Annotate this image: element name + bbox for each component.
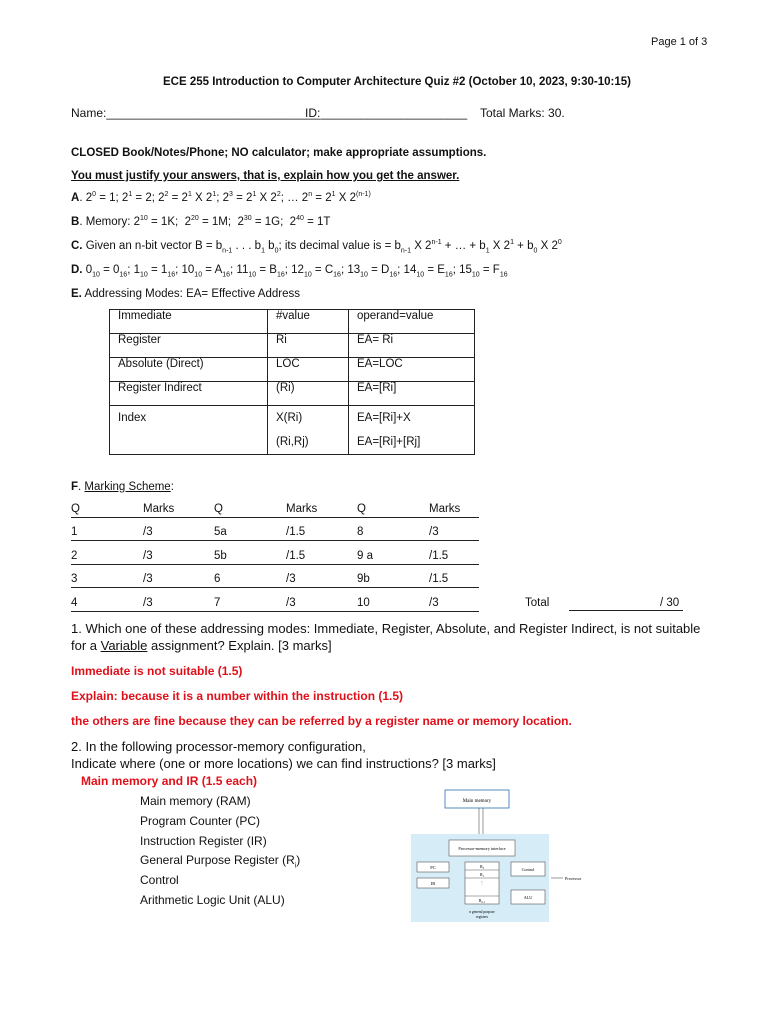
syntax-cell: X(Ri) (Ri,Rj) [268, 406, 349, 455]
question-number: 9b [357, 573, 370, 586]
hint-e: E. Addressing Modes: EA= Effective Address [71, 288, 300, 300]
header-underline [214, 517, 286, 518]
total-marks: Total Marks: 30. [480, 106, 565, 120]
mode-cell: Register Indirect [110, 382, 268, 406]
row-underline [357, 611, 429, 612]
row-underline [286, 540, 357, 541]
quiz-title: ECE 255 Introduction to Computer Architecture Quiz #2 (October 10, 2023, 9:30-10:15) [163, 76, 632, 88]
closed-book-note: CLOSED Book/Notes/Phone; NO calculator; make appropriate assumptions. [71, 147, 487, 159]
id-field: ID:______________________ [305, 106, 468, 120]
hint-a: A. $2^0 = 1$; $2^1 = 2$; $2^2 = 2^1$ X $2^1$; $2^3 = 2^1$ X $2^2$; … $2^n = 2^1$ X 2$^{(n-1)}$ [71, 191, 371, 204]
ir-label: IR [430, 881, 436, 886]
option-alu: Arithmetic Logic Unit (ALU) [140, 893, 285, 907]
table-row [110, 358, 475, 382]
question-marks: /3 [143, 526, 153, 538]
question-number: 8 [357, 526, 364, 538]
row-underline [286, 611, 357, 612]
question-marks: /3 [429, 526, 439, 538]
question-number: 5a [214, 526, 227, 538]
mode-cell: Index [110, 406, 268, 455]
question-marks: /3 [429, 597, 439, 610]
q-column-header: Q [214, 503, 223, 515]
q1-answer-1: Immediate is not suitable (1.5) [71, 664, 243, 678]
row-underline [357, 587, 429, 588]
question-marks: /1.5 [286, 549, 306, 562]
page-number: Page 1 of 3 [651, 36, 708, 48]
row-underline [143, 540, 214, 541]
mode-cell: Immediate [110, 310, 268, 334]
row-underline [286, 587, 357, 588]
syntax-cell: #value [268, 310, 349, 334]
row-underline [143, 587, 214, 588]
q-column-header: Q [71, 503, 80, 515]
ea-cell: EA=[Ri] [349, 382, 475, 406]
row-underline [429, 587, 479, 588]
question-number: 1 [71, 526, 78, 538]
hint-b: B. Memory: $2^{10} = 1K$; $2^{20} = 1M$; $2^{30} = 1G$; $2^{40} = 1T$ [71, 215, 331, 228]
question-number: 6 [214, 573, 221, 586]
marks-column-header: Marks [143, 503, 175, 515]
name-field: Name:________________________________ [71, 106, 320, 120]
hint-c: C. Given an n-bit vector $B = b_{n-1}$ . . . $b_1$ $b_0$; its decimal value is = $b_{n-1}$ X $2^{n-1}$ + … + $b_1$ X $2^1 + b_0$ X $2^0$ [71, 239, 562, 255]
row-underline [214, 564, 286, 565]
q2-text-line2: Indicate where (one or more locations) we can find instructions? [3 marks] [71, 756, 496, 771]
header-underline [143, 517, 214, 518]
row-underline [357, 540, 429, 541]
question-marks: /3 [286, 573, 296, 586]
mode-cell: Register [110, 334, 268, 358]
row-underline [143, 611, 214, 612]
table-row [110, 334, 475, 358]
rn-label: $R_{n-1}$ [478, 898, 486, 904]
row-underline [71, 611, 143, 612]
row-underline [429, 540, 479, 541]
registers-caption-1: n general purpose [469, 910, 495, 914]
header-underline [357, 517, 429, 518]
q1-text-line2: for a Variable assignment? Explain. [3 marks] [71, 638, 332, 653]
ea-cell: EA= Ri [349, 334, 475, 358]
row-underline [143, 564, 214, 565]
question-number: 10 [357, 597, 370, 610]
table-row [110, 406, 475, 455]
option-main-memory: Main memory (RAM) [140, 794, 251, 808]
q1-text-line1: 1. Which one of these addressing modes: Immediate, Register, Absolute, and Register Indirect, is not suitable [71, 621, 701, 636]
question-marks: /1.5 [429, 573, 449, 586]
row-underline [71, 587, 143, 588]
registers-caption-2: registers [475, 915, 489, 919]
pc-label: PC [430, 865, 436, 870]
processor-memory-diagram [405, 786, 595, 926]
header-underline [286, 517, 357, 518]
question-number: 3 [71, 573, 78, 586]
hint-d: D. $0_{10} = 0_{16}$; $1_{10} = 1_{16}$; $10_{10} = A_{16}$; $11_{10} = B_{16}$; $12_{10} = C_{16}$; $13_{10} = D_{16}$; $14_{10} = E_{16}$; $15_{10} = F_{16}$ [71, 264, 508, 279]
ellipsis: ⋮ [480, 880, 484, 885]
control-label: Control [521, 867, 535, 872]
question-marks: /3 [143, 549, 153, 562]
table-row [110, 310, 475, 334]
marking-scheme-label: F. Marking Scheme: [71, 481, 174, 493]
alu-label: ALU [523, 895, 533, 900]
option-pc: Program Counter (PC) [140, 814, 261, 828]
row-underline [71, 564, 143, 565]
header-underline [71, 517, 143, 518]
marks-column-header: Marks [286, 503, 318, 515]
main-memory-label: Main memory [462, 799, 492, 804]
q1-answer-3: the others are fine because they can be referred by a register name or memory location. [71, 714, 572, 728]
question-marks: /3 [143, 597, 153, 610]
row-underline [429, 611, 479, 612]
row-underline [286, 564, 357, 565]
mode-cell: Absolute (Direct) [110, 358, 268, 382]
option-control: Control [140, 873, 179, 887]
syntax-cell: (Ri) [268, 382, 349, 406]
total-underline [569, 610, 683, 611]
question-number: 5b [214, 549, 227, 562]
processor-label: Processor [565, 876, 582, 881]
question-number: 2 [71, 549, 78, 562]
question-number: 9 a [357, 549, 373, 562]
addressing-modes-table [109, 309, 475, 455]
ea-cell: operand=value [349, 310, 475, 334]
option-gpr: General Purpose Register $(R_i)$ [140, 853, 301, 870]
row-underline [214, 587, 286, 588]
row-underline [357, 564, 429, 565]
question-number: 4 [71, 597, 78, 610]
question-number: 7 [214, 597, 221, 610]
total-value: / 30 [660, 597, 680, 609]
marks-column-header: Marks [429, 503, 461, 515]
r0-label: $R_0$ [480, 864, 484, 870]
syntax-cell: Ri [268, 334, 349, 358]
header-underline [429, 517, 479, 518]
q2-text-line1: 2. In the following processor-memory configuration, [71, 739, 366, 754]
table-row [110, 382, 475, 406]
justify-note: You must justify your answers, that is, explain how you get the answer. [71, 170, 460, 182]
option-ir: Instruction Register (IR) [140, 834, 267, 848]
total-label: Total [525, 597, 550, 609]
row-underline [71, 540, 143, 541]
question-marks: /1.5 [429, 549, 449, 562]
syntax-cell: LOC [268, 358, 349, 382]
interface-label: Processor-memory interface [458, 846, 506, 851]
question-marks: /3 [286, 597, 296, 610]
q2-answer: Main memory and IR (1.5 each) [81, 774, 258, 788]
ea-cell: EA=LOC [349, 358, 475, 382]
ea-cell: EA=[Ri]+X EA=[Ri]+[Rj] [349, 406, 475, 455]
row-underline [429, 564, 479, 565]
row-underline [214, 611, 286, 612]
question-marks: /1.5 [286, 526, 306, 538]
q-column-header: Q [357, 503, 366, 515]
q1-answer-2: Explain: because it is a number within the instruction (1.5) [71, 689, 404, 703]
r1-label: $R_1$ [480, 872, 484, 878]
question-marks: /3 [143, 573, 153, 586]
row-underline [214, 540, 286, 541]
